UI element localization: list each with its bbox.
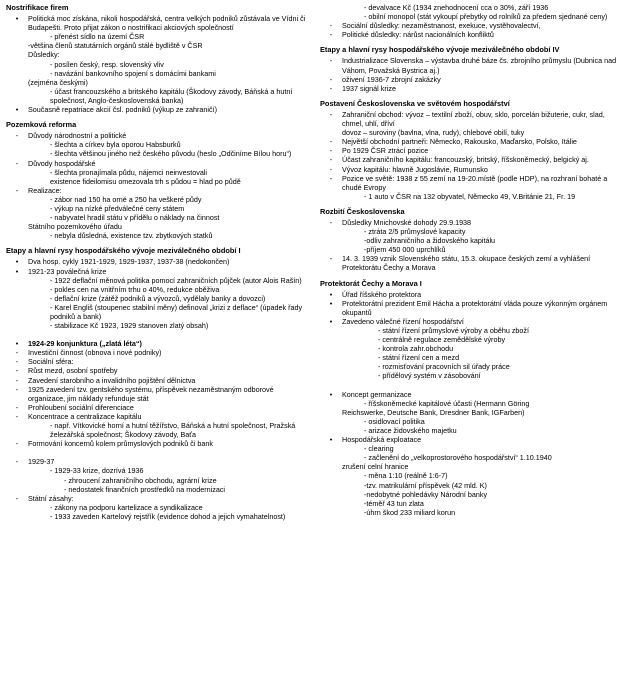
bullet-marker: - (15, 493, 19, 503)
bullet-marker: - (15, 185, 19, 195)
list-item-text: dovoz – suroviny (bavlna, vlna, rudy), chlebové obilí, tuky (342, 128, 525, 138)
list-item (6, 303, 306, 321)
list-item (320, 174, 626, 192)
list-item-text: - stabilizace Kč 1923, 1929 stanoven zlatý obsah) (50, 321, 209, 331)
list-item (320, 499, 626, 508)
list-item (320, 481, 626, 490)
list-item-text: - např. Vítkovické horní a hutní těžířstvo, Báňská a hutní společnost, Pražská železářská společnost; Škodovy závody, Baťa (50, 421, 296, 440)
list-item (6, 195, 306, 204)
list-item-text: Investiční činnost (obnova i nové podniky) (28, 348, 162, 358)
bullet-marker: • (329, 435, 333, 445)
list-item (6, 131, 306, 140)
list-item (320, 417, 626, 426)
list-item-text: -odliv zahraničního a židovského kapitálu (364, 236, 496, 246)
section-heading: Etapy a hlavní rysy hospodářského vývoje meziválečného období I (6, 246, 241, 256)
bullet-marker: - (15, 439, 19, 449)
list-item (320, 335, 626, 344)
list-item (320, 110, 626, 128)
list-item (6, 294, 306, 303)
list-item (6, 50, 306, 59)
bullet-marker: - (329, 109, 333, 119)
bullet-marker: • (329, 298, 333, 308)
list-item (320, 155, 626, 164)
list-item (6, 485, 306, 494)
list-item-text: Politická moc získána, nikoli hospodářská, centra velkých podniků zůstávala ve Vídni či Budapešti. Proto přijat zákon o nostrifikaci akciových společností (28, 14, 306, 33)
list-item-text: Vývoz kapitálu: hlavně Jugoslávie, Rumunsko (342, 164, 488, 174)
list-item-text: - zhroucení zahraničního obchodu, agrární krize (64, 475, 217, 485)
list-item (6, 231, 306, 240)
list-item (6, 78, 306, 87)
list-item-text: -téměř 43 tun zlata (364, 498, 424, 508)
list-item (6, 60, 306, 69)
list-item (320, 56, 626, 74)
list-item-text: - začlenění do „velkoprostorového hospodářství“ 1.10.1940 (364, 453, 552, 463)
list-item (320, 192, 626, 201)
bullet-marker: • (329, 289, 333, 299)
list-item-text: Účast zahraničního kapitálu: francouzský, britský, říšskoněmecký, belgický aj. (342, 155, 589, 165)
list-item (320, 453, 626, 462)
list-item (320, 3, 626, 12)
list-item (320, 245, 626, 254)
list-item-text: Důsledky: (28, 50, 60, 60)
list-item (6, 276, 306, 285)
list-item-text: Růst mezd, osobní spotřeby (28, 366, 118, 376)
list-item (6, 257, 306, 266)
list-item (6, 357, 306, 366)
list-item (320, 444, 626, 453)
bullet-marker: - (329, 137, 333, 147)
list-item (320, 236, 626, 245)
list-item-text: - ztráta 2/5 průmyslové kapacity (364, 227, 466, 237)
list-item-text: 1921-23 poválečná krize (28, 266, 107, 276)
list-item (320, 362, 626, 371)
list-item (6, 267, 306, 276)
list-item (6, 412, 306, 421)
list-item (320, 353, 626, 362)
list-item-text: - šlechta většinou jiného než českého původu (heslo „Odčiníme Bílou horu“) (50, 149, 292, 159)
list-item-text: Koncentrace a centralizace kapitálu (28, 411, 142, 421)
spacer (6, 330, 306, 339)
list-item-text: Současně repatriace akcií čsl. podniků (výkup ze zahraničí) (28, 105, 217, 115)
list-item-text: - 1929-33 krize, dozrívá 1936 (50, 466, 144, 476)
list-item-text: Sociální sféra: (28, 357, 74, 367)
list-item-text: -příjem 450 000 uprchlíků (364, 245, 446, 255)
list-item (6, 339, 306, 348)
list-item-text: - centrálně regulace zemědělské výroby (378, 335, 506, 345)
list-item-text: Prohloubení sociální diferenciace (28, 402, 134, 412)
section (6, 120, 306, 240)
list-item-text: Po 1929 ČSR ztrácí pozice (342, 146, 429, 156)
bullet-marker: - (15, 366, 19, 376)
list-item-text: - státní řízení cen a mezd (378, 353, 460, 363)
bullet-marker: - (329, 21, 333, 31)
bullet-marker: - (15, 158, 19, 168)
list-item (6, 321, 306, 330)
list-item-text: - zábor nad 150 ha orné a 250 ha veškeré půdy (50, 194, 202, 204)
list-item-text: Protektorátní prezident Emil Hácha a protektorátní vláda pouze výkonným orgánem okupantů (342, 298, 608, 317)
list-item-text: - účast francouzského a britského kapitálu (Škodovy závody, Báňská a hutní společnost, Anglo-československá banka) (50, 86, 293, 105)
bullet-marker: - (329, 254, 333, 264)
bullet-marker: - (15, 384, 19, 394)
bullet-marker: - (15, 357, 19, 367)
list-item (320, 326, 626, 335)
list-item-text: - měna 1:10 (reálně 1:6-7) (364, 471, 448, 481)
list-item-text: Sociální důsledky: nezaměstnanost, exekuce, vystěhovalectví, (342, 21, 541, 31)
list-item-text: 1925 zavedení tzv. gentského systému, příspěvek nezaměstnaným odborové organizace, jim náklady refunduje stát (28, 384, 274, 403)
list-item-text: Důsledky Mnichovské dohody 29.9.1938 (342, 217, 472, 227)
list-item-text: - osidlovací politika (364, 416, 425, 426)
list-item (6, 105, 306, 114)
list-item-text: - říšskoněmecké kapitálové účasti (Hermann Göring (364, 398, 530, 408)
bullet-marker: • (329, 389, 333, 399)
list-item-text: 1924-29 konjunktura („zlatá léta“) (28, 339, 142, 349)
list-item (320, 390, 626, 399)
list-item (6, 168, 306, 177)
list-item-text: - výkup na nízké předválečné ceny státem (50, 203, 185, 213)
list-item-text: - clearing (364, 444, 394, 454)
list-item (320, 290, 626, 299)
spacer (6, 448, 306, 457)
list-item (320, 317, 626, 326)
list-item (320, 128, 626, 137)
list-item-text: - devalvace Kč (1934 znehodnocení cca o 30%, září 1936 (364, 3, 549, 12)
list-item (6, 466, 306, 475)
list-item-text: existence fideilomisu omezovala trh s půdou = hlad po půdě (50, 176, 241, 186)
list-item-text: - 1922 deflační měnová politika pomocí zahraničních půjček (autor Alois Rašín) (50, 275, 302, 285)
section (320, 207, 626, 273)
list-item-text: - rozmisťování pracovních sil úřady práce (378, 362, 510, 372)
bullet-marker: - (329, 164, 333, 174)
list-item (6, 32, 306, 41)
list-item-text: Největší obchodní partneři: Německo, Rakousko, Maďarsko, Polsko, Itálie (342, 137, 577, 147)
list-item-text: zrušení celní hranice (342, 462, 409, 472)
left-column (6, 3, 306, 527)
list-item (320, 462, 626, 471)
bullet-marker: - (329, 30, 333, 40)
bullet-marker: - (329, 74, 333, 84)
list-item (320, 30, 626, 39)
list-item (6, 285, 306, 294)
bullet-marker: - (15, 411, 19, 421)
list-item-text: Dva hosp. cykly 1921-1929, 1929-1937, 1937-38 (nedokončen) (28, 257, 230, 267)
bullet-marker: • (15, 257, 19, 267)
bullet-marker: - (15, 402, 19, 412)
list-item (6, 457, 306, 466)
list-item (6, 14, 306, 32)
list-item (320, 435, 626, 444)
list-item-text: - 1933 zaveden Kartelový rejstřík (evidence dohod a jejich vymahatelnost) (50, 511, 286, 521)
list-item-text: Státního pozemkového úřadu (28, 222, 122, 232)
list-item-text: - státní řízení průmyslové výroby a oběhu zboží (378, 326, 530, 335)
list-item (6, 87, 306, 105)
list-item-text: Pozice ve světě: 1938 z 55 zemí na 19-20.místě (podle HDP), na rozhraní bohaté a chudé Evropy (342, 173, 608, 192)
list-item-text: -tzv. matrikulární příspěvek (42 mld. K) (364, 480, 487, 490)
bullet-marker: - (329, 146, 333, 156)
section-heading: Etapy a hlavní rysy hospodářského vývoje meziválečného období IV (320, 45, 560, 55)
list-item-text: - šlechta pronajímala půdu, nájemci neinvestovali (50, 167, 208, 177)
bullet-marker: • (15, 339, 19, 349)
list-item-text: -úhrn škod 233 miliard korun (364, 507, 456, 517)
section-heading: Postavení Československa ve světovém hospodářství (320, 98, 510, 108)
section (320, 3, 626, 39)
list-item-text: - navázání bankovního spojení s domácími bankami (50, 68, 216, 78)
list-item (320, 21, 626, 30)
list-item-text: - přenést sídlo na území ČSR (50, 32, 145, 42)
bullet-marker: - (15, 131, 19, 141)
list-item (6, 69, 306, 78)
section (6, 3, 306, 114)
list-item (320, 408, 626, 417)
list-item (6, 439, 306, 448)
list-item (320, 12, 626, 21)
list-item (6, 204, 306, 213)
list-item (320, 508, 626, 517)
list-item-text: Státní zásahy: (28, 493, 74, 503)
list-item (320, 344, 626, 353)
list-item-text: Reichswerke, Deutsche Bank, Dresdner Bank, IGFarben) (342, 407, 525, 417)
list-item-text: Zavedeno válečné řízení hospodářství (342, 316, 464, 326)
list-item (6, 421, 306, 439)
list-item (6, 512, 306, 521)
list-item (320, 471, 626, 480)
bullet-marker: - (329, 217, 333, 227)
right-column (320, 3, 626, 523)
list-item-text: - přídělový systém v zásobování (378, 371, 481, 381)
list-item-text: - zákony na podporu kartelizace a syndikalizace (50, 502, 203, 512)
list-item-text: Realizace: (28, 185, 62, 195)
list-item-text: - nebyla důsledná, existence tzv. zbytkových statků (50, 231, 213, 241)
list-item (320, 399, 626, 408)
bullet-marker: • (15, 14, 19, 24)
bullet-marker: - (15, 375, 19, 385)
list-item-text: 14. 3. 1939 vznik Slovenského státu, 15.3. okupace českých zemí a vyhlášení Protektorátu Čechy a Morava (342, 254, 591, 273)
list-item (6, 385, 306, 403)
list-item-text: Zahraniční obchod: vývoz – textilní zboží, obuv, sklo, porcelán bižuterie, cukr, slad, chmel, uhlí, dříví (342, 109, 605, 129)
list-item (320, 146, 626, 155)
list-item (320, 426, 626, 435)
list-item-text: - Karel Engliš (stoupenec stabilní měny) definoval „krizi z deflace“ (úpadek řady podniků a bank) (50, 302, 303, 321)
list-item (6, 140, 306, 149)
section (320, 99, 626, 201)
list-item-text: 1937 signál krize (342, 83, 396, 93)
list-item (6, 213, 306, 222)
list-item (320, 227, 626, 236)
list-item (6, 366, 306, 375)
list-item (320, 254, 626, 272)
list-item (6, 149, 306, 158)
bullet-marker: • (15, 266, 19, 276)
list-item (6, 41, 306, 50)
list-item-text: - šlechta a církev byla oporou Habsburků (50, 140, 181, 150)
list-item-text: - arizace židovského majetku (364, 425, 457, 435)
list-item (320, 84, 626, 93)
spacer (320, 381, 626, 390)
list-item (320, 165, 626, 174)
bullet-marker: • (329, 316, 333, 326)
list-item-text: Formování koncernů kolem průmyslových podniků či bank (28, 439, 213, 449)
list-item (320, 75, 626, 84)
list-item-text: Zavedení starobního a invalidního pojištění dělnictva (28, 375, 196, 385)
list-item (320, 137, 626, 146)
list-item (320, 371, 626, 380)
list-item (6, 186, 306, 195)
bullet-marker: - (329, 155, 333, 165)
bullet-marker: • (15, 105, 19, 115)
bullet-marker: - (15, 457, 19, 467)
list-item (320, 490, 626, 499)
list-item-text: -nedobytné pohledávky Národní banky (364, 489, 488, 499)
bullet-marker: - (15, 348, 19, 358)
list-item-text: Úřad říšského protektora (342, 289, 422, 299)
list-item (6, 177, 306, 186)
list-item (6, 403, 306, 412)
list-item-text: - kontrola zahr.obchodu (378, 344, 454, 354)
list-item-text: Důvody hospodářské (28, 158, 96, 168)
list-item-text: Industrializace Slovenska – výstavba druhé báze čs. zbrojního průmyslu (Dubnica nad Váhom, Považská Bystrica aj.) (342, 56, 617, 75)
list-item (6, 476, 306, 485)
list-item-text: (zejména českými) (28, 77, 88, 87)
list-item-text: Důvody národnostní a politické (28, 131, 127, 141)
section-heading: Rozbití Československa (320, 206, 405, 216)
bullet-marker: - (329, 173, 333, 183)
section-heading: Nostrifikace firem (6, 3, 69, 12)
list-item (6, 494, 306, 503)
list-item (6, 348, 306, 357)
section-heading: Protektorát Čechy a Morava I (320, 278, 422, 288)
list-item-text: - obilní monopol (stát vykoupí přebytky od rolníků za předem sjednané ceny) (364, 12, 608, 22)
list-item (6, 503, 306, 512)
list-item-text: oživení 1936-7 zbrojní zakázky (342, 74, 441, 84)
list-item-text: - nabyvatel hradil státu v přídělu o náklady na činnost (50, 213, 220, 223)
section (320, 45, 626, 92)
list-item-text: - 1 auto v ČSR na 132 obyvatel, Německo 49, V.Británie 21, Fr. 19 (364, 191, 576, 201)
list-item (6, 159, 306, 168)
section-heading: Pozemková reforma (6, 120, 77, 130)
bullet-marker: - (329, 56, 333, 66)
list-item (320, 299, 626, 317)
list-item (320, 218, 626, 227)
bullet-marker: - (329, 83, 333, 93)
list-item-text: - deflační krize (zátěž podniků a vývozců, vydělaly banky a dovozci) (50, 293, 266, 303)
list-item-text: Politické důsledky: nárůst nacionálních konfliktů (342, 30, 494, 40)
section (6, 246, 306, 521)
list-item-text: Koncept germanizace (342, 389, 412, 399)
list-item-text: -většina členů statutárních orgánů stálé bydliště v ČSR (28, 41, 203, 51)
list-item-text: - pokles cen na vnitřním trhu o 40%, redukce oběživa (50, 284, 220, 294)
list-item-text: - nedostatek finančních prostředků na modernizaci (64, 484, 226, 494)
list-item (6, 376, 306, 385)
list-item (6, 222, 306, 231)
list-item-text: - posílen český, resp. slovenský vliv (50, 59, 164, 69)
list-item-text: 1929-37 (28, 457, 55, 467)
list-item-text: Hospodářská exploatace (342, 435, 422, 445)
section (320, 279, 626, 517)
